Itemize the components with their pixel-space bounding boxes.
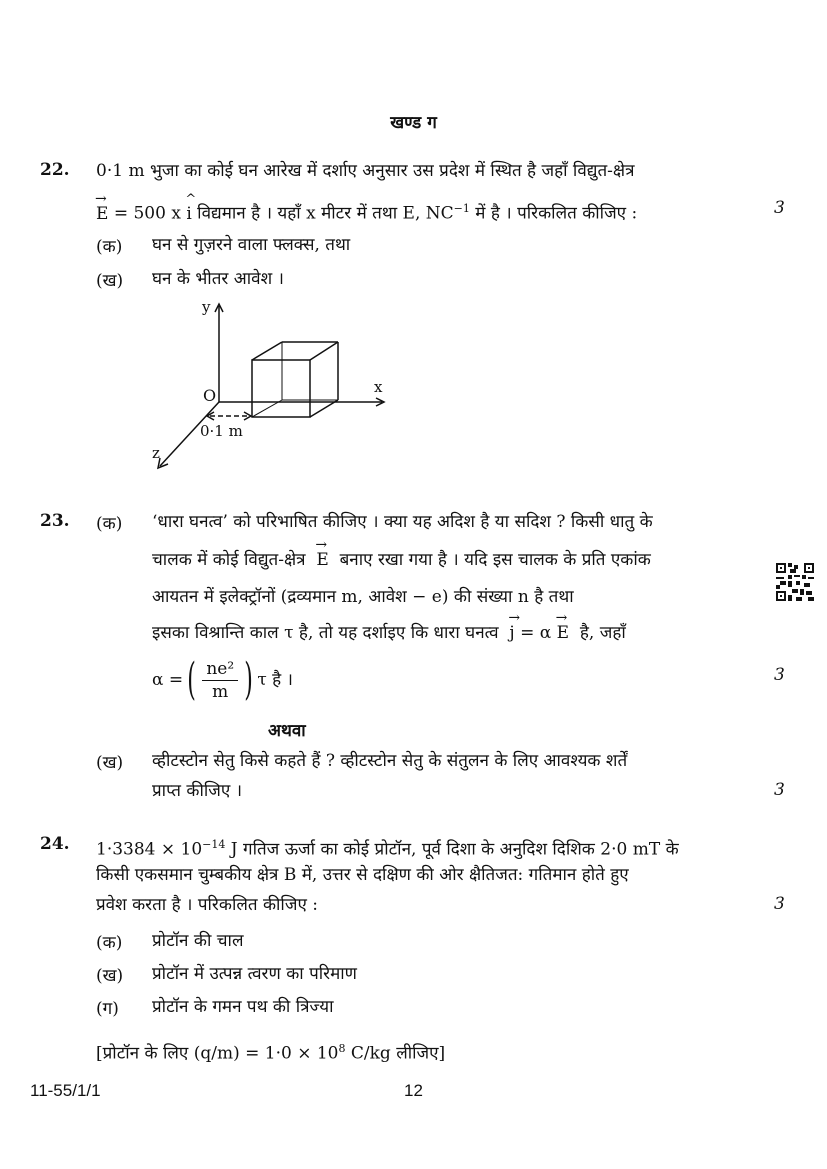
part-text: घन से गुज़रने वाला फ्लक्स, तथा xyxy=(152,235,351,255)
axis-label-x: x xyxy=(374,378,383,396)
distance-label: 0·1 m xyxy=(200,422,243,440)
question-text-line: व्हीटस्टोन सेतु किसे कहते हैं ? व्हीटस्टोन सेतु के संतुलन के लिए आवश्यक शर्तें xyxy=(152,751,628,771)
question-text-line: ‘धारा घनत्व’ को परिभाषित कीजिए । क्या यह अदिश है या सदिश ? किसी धातु के xyxy=(152,512,653,532)
marks: 3 xyxy=(774,894,785,914)
cube-diagram xyxy=(140,290,400,480)
marks: 3 xyxy=(774,780,785,800)
vector-e: → E xyxy=(555,610,570,643)
paper-code: 11-55/1/1 xyxy=(30,1081,101,1100)
part-label: (क) xyxy=(96,514,123,534)
part-text: प्रोटॉन की चाल xyxy=(152,931,244,951)
question-number: 22. xyxy=(40,160,70,180)
question-text-line: चालक में कोई विद्युत-क्षेत्र → E बनाए रखा गया है । यदि इस चालक के प्रति एकांक xyxy=(152,537,651,570)
question-number: 24. xyxy=(40,834,70,854)
question-text-line: 0·1 m भुजा का कोई घन आरेख में दर्शाए अनुसार उस प्रदेश में स्थित है जहाँ विद्युत-क्षेत्र xyxy=(96,161,635,181)
question-text-line: किसी एकसमान चुम्बकीय क्षेत्र B में, उत्तर से दक्षिण की ओर क्षैतिजत: गतिमान होते हुए xyxy=(96,865,629,885)
alpha-equation: α = ( $\frac{\text{ne²}}{m}$ ) τ है । xyxy=(152,654,293,705)
axis-label-z: z xyxy=(152,444,160,462)
question-text-line: $1\cdot 3384 \times 10^{-14}$ J गतिज ऊर्जा का कोई प्रोटॉन, पूर्व दिशा के अनुदिश दिशिक 2·0 mT के xyxy=(96,838,679,860)
part-label: (ख) xyxy=(96,966,124,986)
vector-e: → E xyxy=(95,190,109,224)
question-number: 23. xyxy=(40,511,70,531)
part-label: (ख) xyxy=(96,271,124,291)
marks: 3 xyxy=(774,665,785,685)
qr-code xyxy=(776,563,814,601)
question-text-line: प्रवेश करता है । परिकलित कीजिए : xyxy=(96,895,318,915)
question-text-line: → E = 500 x ^ i विद्यमान है । यहाँ x मीटर में तथा E, $NC^{-1}$ में है । परिकलित कीजिए : xyxy=(95,190,638,224)
question-text-line: आयतन में इलेक्ट्रॉनों (द्रव्यमान m, आवेश − e) की संख्या n है तथा xyxy=(152,587,574,607)
given-note: [प्रोटॉन के लिए $(q/m) = 1\cdot 0 \times 10^8$ C/kg लीजिए] xyxy=(96,1042,446,1064)
part-label: (ख) xyxy=(96,753,124,773)
question-text-line: प्राप्त कीजिए । xyxy=(152,781,243,801)
vector-j: → j xyxy=(508,610,521,643)
part-label: (क) xyxy=(96,237,123,257)
axis-label-y: y xyxy=(202,298,211,316)
part-text: घन के भीतर आवेश । xyxy=(152,269,284,289)
vector-e: → E xyxy=(315,537,329,570)
page-number: 12 xyxy=(404,1081,423,1100)
part-label: (क) xyxy=(96,933,123,953)
part-text: प्रोटॉन में उत्पन्न त्वरण का परिमाण xyxy=(152,964,357,984)
unit-vector-i: ^ i xyxy=(185,191,197,224)
marks: 3 xyxy=(774,198,785,218)
question-text-line: इसका विश्रान्ति काल τ है, तो यह दर्शाइए कि धारा घनत्व → j = α → E है, जहाँ xyxy=(152,610,626,643)
fraction: $\frac{\text{ne²}}{m}$ xyxy=(202,658,238,703)
origin-label: O xyxy=(203,386,217,405)
part-text: प्रोटॉन के गमन पथ की त्रिज्या xyxy=(152,997,334,1017)
part-label: (ग) xyxy=(96,999,119,1019)
or-label: अथवा xyxy=(268,721,306,741)
section-title: खण्ड ग xyxy=(390,113,437,133)
